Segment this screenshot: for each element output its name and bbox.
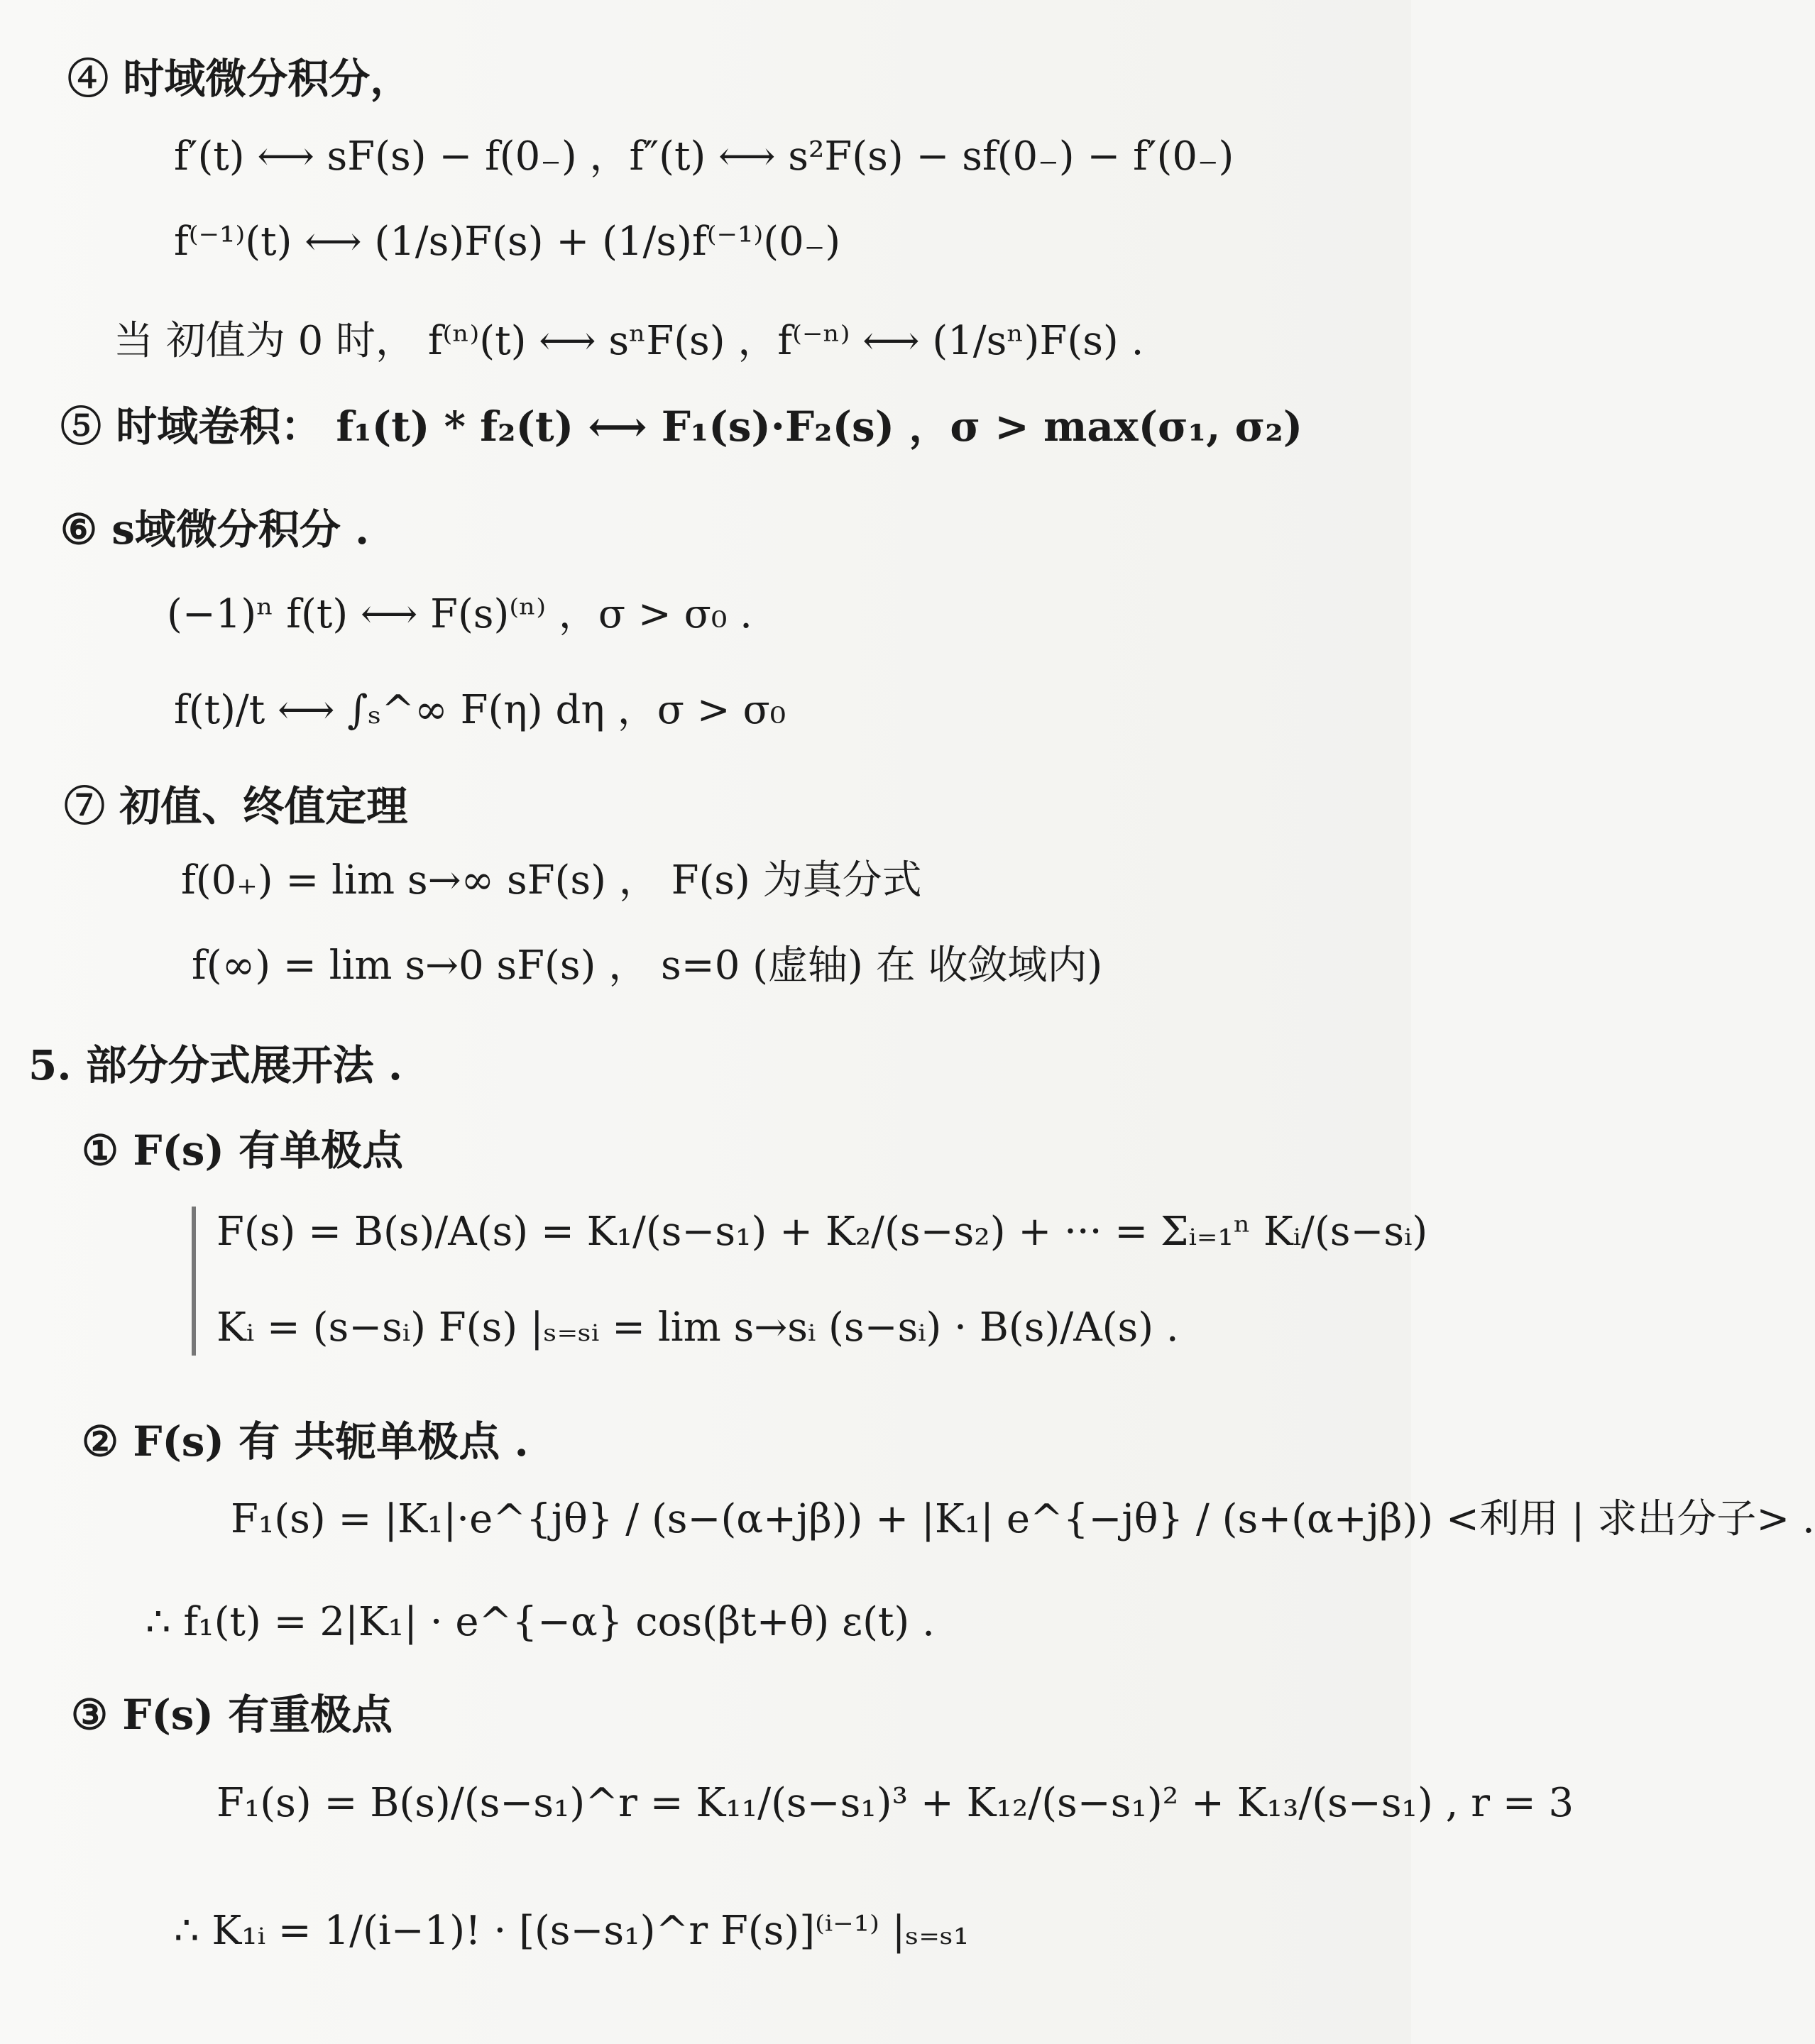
formula-s-integral: f(t)/t ⟷ ∫ₛ^∞ F(η) dη ，σ > σ₀ bbox=[174, 687, 786, 733]
bracket-bar bbox=[192, 1207, 196, 1356]
section-partial-fraction: 5. 部分分式展开法 . bbox=[28, 1041, 403, 1089]
heading-conjugate-poles: ② F(s) 有 共轭单极点 . bbox=[82, 1417, 529, 1466]
formula-simple-pole-expansion: F(s) = B(s)/A(s) = K₁/(s−s₁) + K₂/(s−s₂) + ··· = Σᵢ₌₁ⁿ Kᵢ/(s−sᵢ) bbox=[216, 1209, 1428, 1255]
heading-time-domain-diff-integral: ④ 时域微分积分， bbox=[67, 55, 412, 103]
formula-s-derivative: (−1)ⁿ f(t) ⟷ F(s)⁽ⁿ⁾ ，σ > σ₀ . bbox=[167, 591, 752, 637]
formula-integral-pair: f⁽⁻¹⁾(t) ⟷ (1/s)F(s) + (1/s)f⁽⁻¹⁾(0₋) bbox=[174, 219, 841, 265]
heading-time-convolution: ⑤ 时域卷积： f₁(t) * f₂(t) ⟷ F₁(s)·F₂(s) ，σ > max(σ₁, σ₂) bbox=[60, 402, 1303, 451]
heading-simple-poles: ① F(s) 有单极点 bbox=[82, 1126, 404, 1175]
formula-derivative-pairs: f′(t) ⟷ sF(s) − f(0₋) ，f″(t) ⟷ s²F(s) − sf(0₋) − f′(0₋) bbox=[174, 133, 1234, 180]
formula-repeated-coefficient: ∴ K₁ᵢ = 1/(i−1)! · [(s−s₁)^r F(s)]⁽ⁱ⁻¹⁾ |ₛ₌ₛ₁ bbox=[174, 1908, 970, 1954]
formula-conjugate-expansion: F₁(s) = |K₁|·e^{jθ} / (s−(α+jβ)) + |K₁| e^{−jθ} / (s+(α+jβ)) <利用 | 求出分子> . bbox=[231, 1496, 1815, 1542]
formula-conjugate-time-domain: ∴ f₁(t) = 2|K₁| · e^{−α} cos(βt+θ) ε(t) . bbox=[146, 1599, 935, 1645]
formula-repeated-expansion: F₁(s) = B(s)/(s−s₁)^r = K₁₁/(s−s₁)³ + K₁₂/(s−s₁)² + K₁₃/(s−s₁) , r = 3 bbox=[216, 1780, 1574, 1826]
formula-simple-pole-coefficient: Kᵢ = (s−sᵢ) F(s) |ₛ₌ₛᵢ = lim s→sᵢ (s−sᵢ) · B(s)/A(s) . bbox=[216, 1304, 1179, 1351]
heading-initial-final-value: ⑦ 初值、终值定理 bbox=[64, 782, 408, 830]
formula-initial-value: f(0₊) = lim s→∞ sF(s) ， F(s) 为真分式 bbox=[181, 857, 922, 903]
formula-final-value: f(∞) = lim s→0 sF(s) ， s=0 (虚轴) 在 收敛域内) bbox=[192, 943, 1103, 989]
formula-zero-initial: 当 初值为 0 时， f⁽ⁿ⁾(t) ⟷ sⁿF(s) ，f⁽⁻ⁿ⁾ ⟷ (1/sⁿ)F(s) . bbox=[114, 318, 1144, 364]
heading-repeated-poles: ③ F(s) 有重极点 bbox=[71, 1691, 393, 1739]
heading-s-domain-diff-integral: ⑥ s域微分积分 . bbox=[60, 505, 370, 554]
